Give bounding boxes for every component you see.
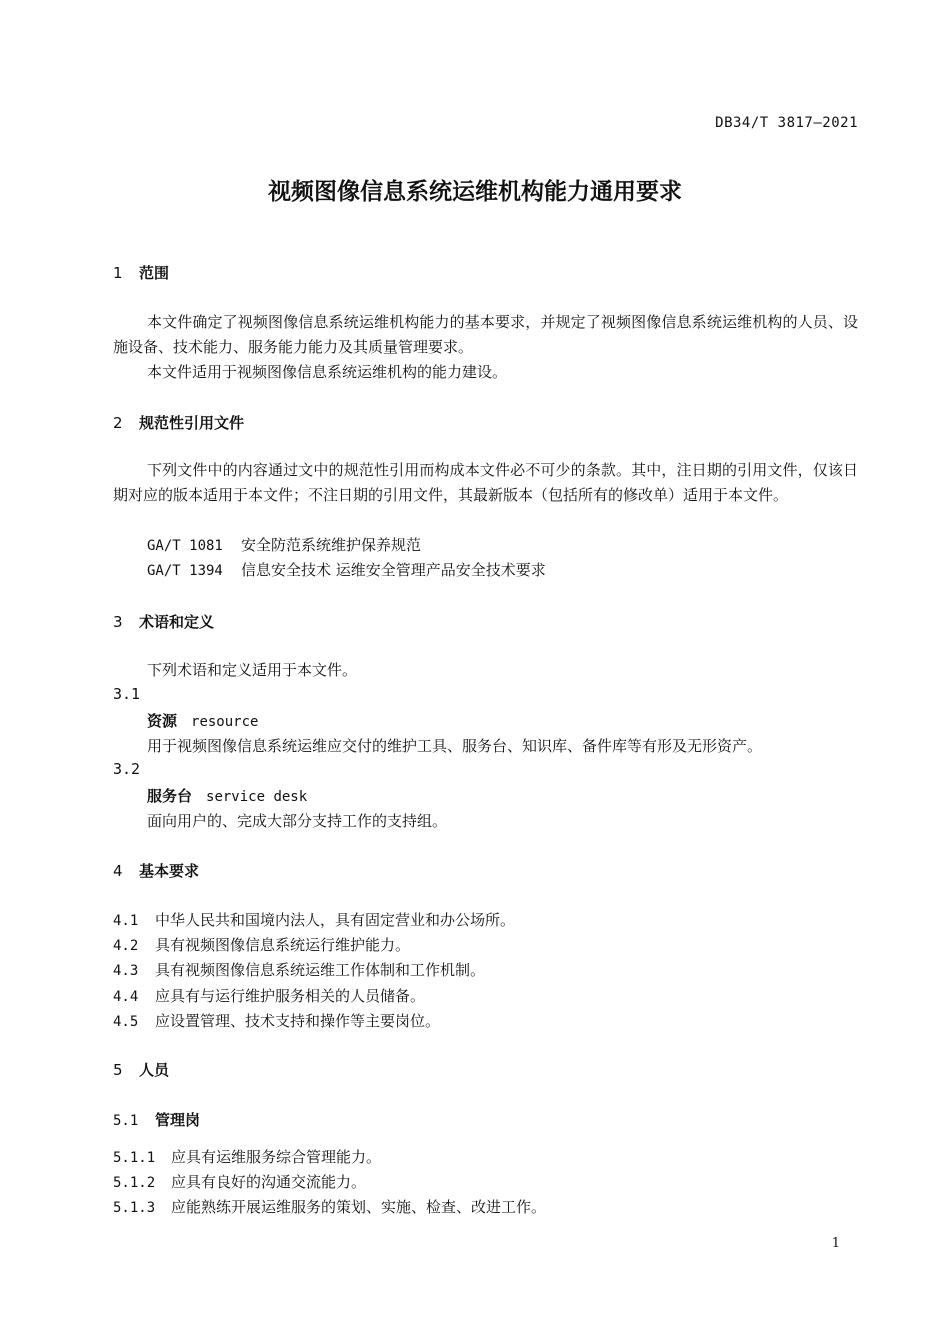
clause-number: 5.1.1 bbox=[113, 1150, 156, 1166]
section-heading-5 bbox=[113, 1059, 169, 1080]
term-number: 3.2 bbox=[113, 760, 141, 778]
section-title: 范围 bbox=[139, 264, 170, 282]
section-number: 4 bbox=[113, 862, 123, 880]
term-heading bbox=[147, 785, 307, 806]
clause bbox=[113, 1171, 366, 1192]
clause-text: 中华人民共和国境内法人，具有固定营业和办公场所。 bbox=[155, 911, 516, 929]
term-zh: 资源 bbox=[147, 712, 178, 730]
term-number: 3.1 bbox=[113, 685, 141, 703]
clause-number: 4.3 bbox=[113, 963, 139, 979]
clause-number: 4.2 bbox=[113, 938, 139, 954]
clause bbox=[113, 909, 515, 930]
section-2-body bbox=[113, 458, 858, 508]
clause bbox=[113, 1196, 546, 1217]
clause bbox=[113, 934, 410, 955]
clause-number: 4.5 bbox=[113, 1014, 139, 1030]
section-number: 2 bbox=[113, 414, 123, 432]
paragraph: 本文件确定了视频图像信息系统运维机构能力的基本要求，并规定了视频图像信息系统运维机构的人员、设施设备、技术能力、服务能力能力及其质量管理要求。 bbox=[113, 313, 858, 356]
section-number: 1 bbox=[113, 264, 123, 282]
clause-number: 5.1.2 bbox=[113, 1175, 156, 1191]
clause bbox=[113, 1010, 440, 1031]
terms-intro: 下列术语和定义适用于本文件。 bbox=[147, 661, 358, 679]
subsection-heading bbox=[113, 1109, 200, 1130]
section-title: 人员 bbox=[139, 1061, 170, 1079]
standard-code: DB34/T 3817—2021 bbox=[715, 115, 858, 131]
document-title: 视频图像信息系统运维机构能力通用要求 bbox=[268, 179, 682, 205]
clause bbox=[113, 985, 425, 1006]
clause-number: 4.4 bbox=[113, 989, 139, 1005]
clause-number: 5.1.3 bbox=[113, 1200, 156, 1216]
section-title: 术语和定义 bbox=[139, 613, 215, 631]
reference-name: 安全防范系统维护保养规范 bbox=[241, 536, 422, 554]
section-heading-2 bbox=[113, 412, 244, 433]
section-1-body bbox=[113, 310, 858, 385]
clause-text: 应设置管理、技术支持和操作等主要岗位。 bbox=[155, 1012, 441, 1030]
clause-text: 具有视频图像信息系统运维工作体制和工作机制。 bbox=[155, 961, 486, 979]
page-number: 1 bbox=[831, 1236, 840, 1251]
clause-text: 应具有运维服务综合管理能力。 bbox=[171, 1148, 382, 1166]
clause-text: 应具有良好的沟通交流能力。 bbox=[171, 1173, 367, 1191]
reference-name: 信息安全技术 运维安全管理产品安全技术要求 bbox=[241, 561, 546, 579]
term-zh: 服务台 bbox=[147, 787, 193, 805]
reference-code: GA/T 1081 bbox=[147, 538, 223, 554]
section-title: 基本要求 bbox=[139, 862, 200, 880]
subsection-title: 管理岗 bbox=[155, 1111, 201, 1129]
section-heading-3 bbox=[113, 611, 214, 632]
term-definition: 面向用户的、完成大部分支持工作的支持组。 bbox=[147, 812, 448, 830]
section-heading-1 bbox=[113, 262, 169, 283]
term-en: service desk bbox=[206, 789, 308, 805]
clause-number: 4.1 bbox=[113, 913, 139, 929]
reference-code: GA/T 1394 bbox=[147, 563, 223, 579]
clause-text: 具有视频图像信息系统运行维护能力。 bbox=[155, 936, 411, 954]
section-heading-4 bbox=[113, 860, 199, 881]
term-en: resource bbox=[191, 714, 259, 730]
section-title: 规范性引用文件 bbox=[139, 414, 245, 432]
reference-item bbox=[147, 559, 546, 580]
clause-text: 应能熟练开展运维服务的策划、实施、检查、改进工作。 bbox=[171, 1198, 547, 1216]
clause bbox=[113, 1146, 381, 1167]
reference-item bbox=[147, 534, 421, 555]
paragraph: 下列文件中的内容通过文中的规范性引用而构成本文件必不可少的条款。其中，注日期的引用文件，仅该日期对应的版本适用于本文件；不注日期的引用文件，其最新版本（包括所有的修改单）适用于本文件。 bbox=[113, 461, 858, 504]
section-number: 5 bbox=[113, 1061, 123, 1079]
clause-text: 应具有与运行维护服务相关的人员储备。 bbox=[155, 987, 426, 1005]
clause bbox=[113, 959, 485, 980]
subsection-number: 5.1 bbox=[113, 1113, 139, 1129]
term-heading bbox=[147, 710, 258, 731]
paragraph: 本文件适用于视频图像信息系统运维机构的能力建设。 bbox=[147, 363, 508, 381]
term-definition: 用于视频图像信息系统运维应交付的维护工具、服务台、知识库、备件库等有形及无形资产。 bbox=[147, 737, 763, 755]
section-number: 3 bbox=[113, 613, 123, 631]
